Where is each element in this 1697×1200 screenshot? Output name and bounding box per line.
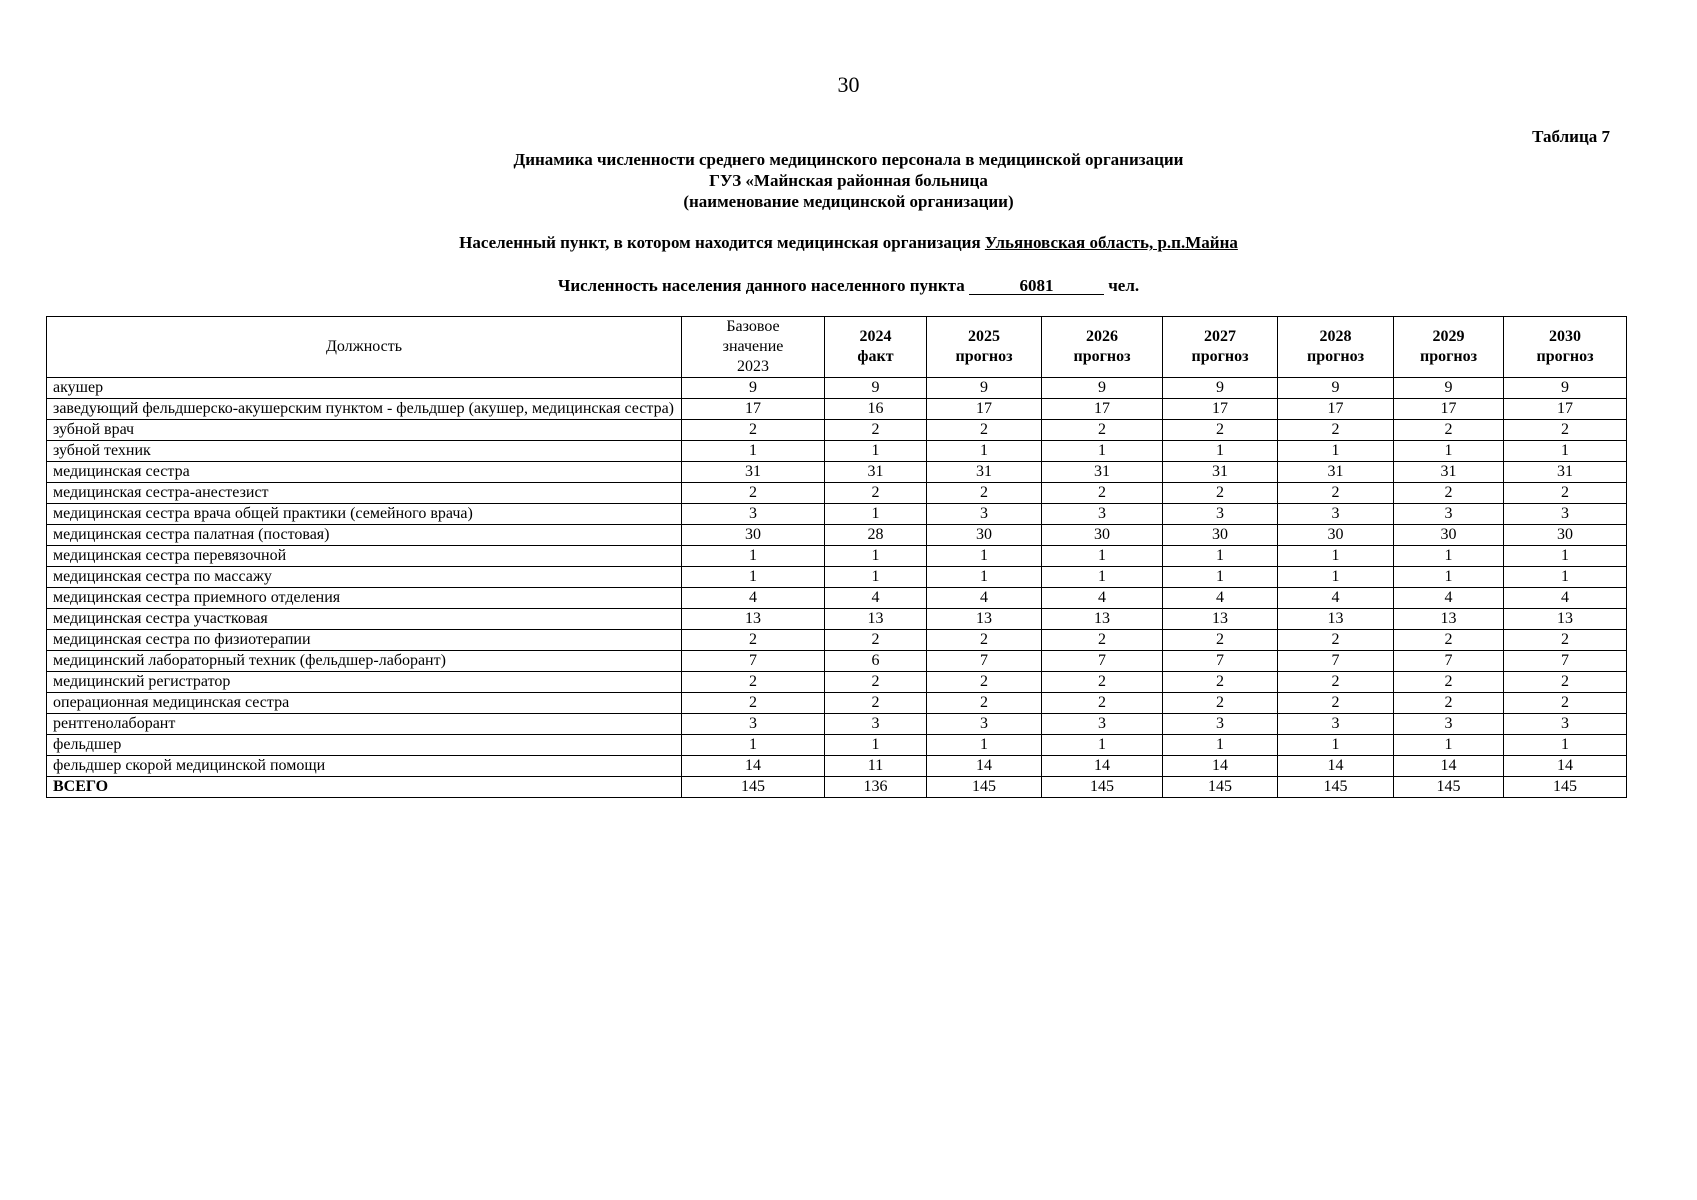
- value-cell: 6: [825, 651, 927, 672]
- value-cell: 1: [927, 567, 1042, 588]
- value-cell: 2: [1504, 630, 1627, 651]
- value-cell: 13: [1278, 609, 1394, 630]
- value-cell: 1: [1504, 735, 1627, 756]
- value-cell: 7: [1042, 651, 1163, 672]
- header-year: 2026: [1086, 328, 1118, 345]
- position-cell: ВСЕГО: [47, 777, 682, 798]
- value-cell: 31: [825, 462, 927, 483]
- value-cell: 2: [1394, 420, 1504, 441]
- staff-table: [46, 316, 1627, 798]
- header-year: 2027: [1204, 328, 1236, 345]
- value-cell: 4: [682, 588, 825, 609]
- header-year-2026: [1042, 317, 1163, 378]
- table-row: [47, 567, 1627, 588]
- value-cell: 2: [1278, 693, 1394, 714]
- value-cell: 2: [1394, 693, 1504, 714]
- value-cell: 1: [1163, 441, 1278, 462]
- header-year: 2025: [968, 328, 1000, 345]
- position-cell: медицинская сестра участковая: [47, 609, 682, 630]
- position-cell: медицинская сестра: [47, 462, 682, 483]
- position-cell: медицинская сестра врача общей практики (семейного врача): [47, 504, 682, 525]
- value-cell: 145: [1163, 777, 1278, 798]
- value-cell: 145: [1042, 777, 1163, 798]
- page-number: 30: [837, 72, 860, 97]
- title-line-3: (наименование медицинской организации): [683, 192, 1014, 211]
- value-cell: 145: [1504, 777, 1627, 798]
- position-cell: рентгенолаборант: [47, 714, 682, 735]
- value-cell: 13: [1163, 609, 1278, 630]
- value-cell: 2: [825, 630, 927, 651]
- value-cell: 3: [1394, 714, 1504, 735]
- value-cell: 1: [682, 546, 825, 567]
- value-cell: 3: [682, 504, 825, 525]
- value-cell: 9: [1042, 378, 1163, 399]
- value-cell: 1: [825, 735, 927, 756]
- value-cell: 1: [682, 567, 825, 588]
- table-row: [47, 378, 1627, 399]
- value-cell: 30: [682, 525, 825, 546]
- table-body: [47, 378, 1627, 798]
- value-cell: 7: [1504, 651, 1627, 672]
- value-cell: 2: [825, 483, 927, 504]
- value-cell: 2: [927, 693, 1042, 714]
- location-line: [0, 233, 1697, 253]
- value-cell: 1: [1394, 735, 1504, 756]
- value-cell: 7: [927, 651, 1042, 672]
- value-cell: 7: [1278, 651, 1394, 672]
- value-cell: 4: [1394, 588, 1504, 609]
- value-cell: 2: [927, 483, 1042, 504]
- table-row: [47, 693, 1627, 714]
- value-cell: 13: [1042, 609, 1163, 630]
- value-cell: 3: [682, 714, 825, 735]
- position-cell: фельдшер: [47, 735, 682, 756]
- value-cell: 1: [825, 567, 927, 588]
- value-cell: 1: [1278, 567, 1394, 588]
- position-cell: зубной техник: [47, 441, 682, 462]
- value-cell: 1: [1504, 441, 1627, 462]
- value-cell: 3: [1278, 714, 1394, 735]
- value-cell: 1: [682, 441, 825, 462]
- value-cell: 31: [927, 462, 1042, 483]
- value-cell: 14: [682, 756, 825, 777]
- value-cell: 3: [1504, 714, 1627, 735]
- value-cell: 31: [1163, 462, 1278, 483]
- value-cell: 2: [1278, 672, 1394, 693]
- value-cell: 3: [1042, 714, 1163, 735]
- position-cell: медицинский регистратор: [47, 672, 682, 693]
- population-line: [0, 276, 1697, 296]
- header-year-2027: [1163, 317, 1278, 378]
- value-cell: 9: [1163, 378, 1278, 399]
- header-base-line: Базовое: [726, 318, 780, 335]
- value-cell: 2: [825, 672, 927, 693]
- value-cell: 2: [1394, 672, 1504, 693]
- value-cell: 1: [825, 441, 927, 462]
- value-cell: 1: [1504, 546, 1627, 567]
- value-cell: 1: [927, 441, 1042, 462]
- value-cell: 31: [1394, 462, 1504, 483]
- header-year-kind: прогноз: [1073, 348, 1131, 365]
- table-row: [47, 504, 1627, 525]
- table-row: [47, 483, 1627, 504]
- value-cell: 30: [927, 525, 1042, 546]
- header-year-2028: [1278, 317, 1394, 378]
- value-cell: 2: [682, 630, 825, 651]
- value-cell: 1: [1394, 546, 1504, 567]
- value-cell: 13: [1504, 609, 1627, 630]
- value-cell: 3: [1504, 504, 1627, 525]
- value-cell: 1: [1163, 546, 1278, 567]
- value-cell: 145: [927, 777, 1042, 798]
- table-row: [47, 420, 1627, 441]
- value-cell: 31: [682, 462, 825, 483]
- value-cell: 1: [1394, 441, 1504, 462]
- table-row: [47, 525, 1627, 546]
- value-cell: 1: [682, 735, 825, 756]
- value-cell: 30: [1278, 525, 1394, 546]
- value-cell: 4: [1504, 588, 1627, 609]
- value-cell: 2: [1504, 672, 1627, 693]
- header-year: 2024: [859, 328, 892, 345]
- position-cell: фельдшер скорой медицинской помощи: [47, 756, 682, 777]
- table-label: Таблица 7: [1532, 127, 1610, 146]
- value-cell: 145: [1394, 777, 1504, 798]
- value-cell: 4: [927, 588, 1042, 609]
- value-cell: 2: [1163, 483, 1278, 504]
- position-cell: операционная медицинская сестра: [47, 693, 682, 714]
- value-cell: 145: [1278, 777, 1394, 798]
- value-cell: 14: [927, 756, 1042, 777]
- table-row: [47, 651, 1627, 672]
- value-cell: 4: [1163, 588, 1278, 609]
- value-cell: 30: [1504, 525, 1627, 546]
- position-cell: медицинская сестра по массажу: [47, 567, 682, 588]
- position-cell: медицинская сестра-анестезист: [47, 483, 682, 504]
- value-cell: 9: [1278, 378, 1394, 399]
- value-cell: 4: [1042, 588, 1163, 609]
- value-cell: 17: [1042, 399, 1163, 420]
- value-cell: 2: [1504, 483, 1627, 504]
- title-line-2: ГУЗ «Майнская районная больница: [709, 171, 988, 190]
- value-cell: 28: [825, 525, 927, 546]
- value-cell: 11: [825, 756, 927, 777]
- value-cell: 2: [825, 693, 927, 714]
- value-cell: 14: [1042, 756, 1163, 777]
- value-cell: 7: [1394, 651, 1504, 672]
- value-cell: 31: [1504, 462, 1627, 483]
- value-cell: 3: [927, 504, 1042, 525]
- total-row: [47, 777, 1627, 798]
- header-year: 2029: [1432, 328, 1465, 345]
- value-cell: 14: [1278, 756, 1394, 777]
- header-base: [682, 317, 825, 378]
- value-cell: 4: [1278, 588, 1394, 609]
- value-cell: 9: [1394, 378, 1504, 399]
- value-cell: 145: [682, 777, 825, 798]
- value-cell: 17: [1504, 399, 1627, 420]
- value-cell: 17: [927, 399, 1042, 420]
- value-cell: 2: [1042, 672, 1163, 693]
- table-row: [47, 630, 1627, 651]
- value-cell: 17: [1394, 399, 1504, 420]
- value-cell: 13: [927, 609, 1042, 630]
- value-cell: 4: [825, 588, 927, 609]
- value-cell: 2: [927, 630, 1042, 651]
- value-cell: 7: [682, 651, 825, 672]
- position-cell: заведующий фельдшерско-акушерским пунктом - фельдшер (акушер, медицинская сестра): [47, 399, 682, 420]
- table-row: [47, 672, 1627, 693]
- value-cell: 136: [825, 777, 927, 798]
- table-row: [47, 588, 1627, 609]
- value-cell: 2: [1163, 420, 1278, 441]
- header-year-2029: [1394, 317, 1504, 378]
- header-year-kind: прогноз: [1191, 348, 1249, 365]
- value-cell: 1: [1163, 735, 1278, 756]
- value-cell: 3: [1163, 714, 1278, 735]
- header-base-line: 2023: [737, 358, 769, 375]
- position-cell: медицинская сестра приемного отделения: [47, 588, 682, 609]
- header-year-kind: прогноз: [1306, 348, 1365, 365]
- header-year-kind: прогноз: [1419, 348, 1478, 365]
- position-cell: медицинская сестра перевязочной: [47, 546, 682, 567]
- table-row: [47, 735, 1627, 756]
- title-line-1: Динамика численности среднего медицинского персонала в медицинской организации: [513, 150, 1184, 169]
- value-cell: 3: [1278, 504, 1394, 525]
- header-year-2024: [825, 317, 927, 378]
- value-cell: 9: [682, 378, 825, 399]
- value-cell: 14: [1163, 756, 1278, 777]
- value-cell: 2: [1278, 483, 1394, 504]
- table-row: [47, 609, 1627, 630]
- location-label: Населенный пункт, в котором находится медицинская организация: [459, 233, 981, 252]
- value-cell: 14: [1504, 756, 1627, 777]
- value-cell: 9: [825, 378, 927, 399]
- value-cell: 2: [682, 483, 825, 504]
- value-cell: 1: [1278, 441, 1394, 462]
- header-year-2025: [927, 317, 1042, 378]
- value-cell: 3: [1394, 504, 1504, 525]
- value-cell: 2: [1278, 630, 1394, 651]
- value-cell: 1: [1278, 546, 1394, 567]
- value-cell: 2: [927, 672, 1042, 693]
- table-row: [47, 714, 1627, 735]
- header-year: 2030: [1549, 328, 1581, 345]
- value-cell: 31: [1042, 462, 1163, 483]
- value-cell: 2: [1394, 483, 1504, 504]
- table-row: [47, 462, 1627, 483]
- value-cell: 1: [825, 504, 927, 525]
- value-cell: 2: [1163, 693, 1278, 714]
- header-position: Должность: [47, 317, 682, 378]
- value-cell: 9: [1504, 378, 1627, 399]
- location-value: Ульяновская область, р.п.Майна: [984, 233, 1238, 252]
- population-unit: чел.: [1108, 276, 1140, 295]
- value-cell: 3: [927, 714, 1042, 735]
- value-cell: 1: [1042, 735, 1163, 756]
- value-cell: 2: [927, 420, 1042, 441]
- position-cell: медицинская сестра палатная (постовая): [47, 525, 682, 546]
- header-year-kind: прогноз: [1536, 348, 1594, 365]
- header-base-line: значение: [722, 338, 784, 355]
- value-cell: 30: [1042, 525, 1163, 546]
- value-cell: 2: [1163, 630, 1278, 651]
- value-cell: 2: [1163, 672, 1278, 693]
- value-cell: 3: [825, 714, 927, 735]
- position-cell: медицинский лабораторный техник (фельдшер-лаборант): [47, 651, 682, 672]
- value-cell: 1: [1042, 546, 1163, 567]
- value-cell: 1: [927, 735, 1042, 756]
- table-row: [47, 756, 1627, 777]
- value-cell: 1: [825, 546, 927, 567]
- document-title: [0, 149, 1697, 212]
- value-cell: 1: [1278, 735, 1394, 756]
- value-cell: 9: [927, 378, 1042, 399]
- population-value: 6081: [969, 277, 1104, 295]
- value-cell: 1: [1042, 441, 1163, 462]
- value-cell: 13: [1394, 609, 1504, 630]
- header-year-2030: [1504, 317, 1627, 378]
- table-row: [47, 441, 1627, 462]
- value-cell: 13: [825, 609, 927, 630]
- value-cell: 7: [1163, 651, 1278, 672]
- value-cell: 14: [1394, 756, 1504, 777]
- value-cell: 2: [1278, 420, 1394, 441]
- value-cell: 2: [682, 693, 825, 714]
- header-year-kind: факт: [857, 348, 894, 365]
- value-cell: 13: [682, 609, 825, 630]
- value-cell: 30: [1394, 525, 1504, 546]
- value-cell: 17: [1278, 399, 1394, 420]
- value-cell: 2: [1394, 630, 1504, 651]
- value-cell: 1: [1504, 567, 1627, 588]
- header-year: 2028: [1319, 328, 1352, 345]
- value-cell: 2: [1042, 483, 1163, 504]
- value-cell: 1: [927, 546, 1042, 567]
- value-cell: 2: [825, 420, 927, 441]
- value-cell: 30: [1163, 525, 1278, 546]
- value-cell: 17: [1163, 399, 1278, 420]
- value-cell: 2: [1504, 693, 1627, 714]
- value-cell: 2: [1504, 420, 1627, 441]
- value-cell: 17: [682, 399, 825, 420]
- value-cell: 1: [1042, 567, 1163, 588]
- header-row: [47, 317, 1627, 378]
- value-cell: 16: [825, 399, 927, 420]
- population-label: Численность населения данного населенного пункта: [557, 276, 965, 295]
- value-cell: 31: [1278, 462, 1394, 483]
- value-cell: 2: [1042, 630, 1163, 651]
- table-row: [47, 546, 1627, 567]
- value-cell: 2: [1042, 420, 1163, 441]
- position-cell: акушер: [47, 378, 682, 399]
- position-cell: зубной врач: [47, 420, 682, 441]
- position-cell: медицинская сестра по физиотерапии: [47, 630, 682, 651]
- value-cell: 1: [1394, 567, 1504, 588]
- value-cell: 3: [1042, 504, 1163, 525]
- value-cell: 2: [682, 420, 825, 441]
- value-cell: 3: [1163, 504, 1278, 525]
- value-cell: 2: [1042, 693, 1163, 714]
- table-row: [47, 399, 1627, 420]
- value-cell: 1: [1163, 567, 1278, 588]
- value-cell: 2: [682, 672, 825, 693]
- header-year-kind: прогноз: [955, 348, 1013, 365]
